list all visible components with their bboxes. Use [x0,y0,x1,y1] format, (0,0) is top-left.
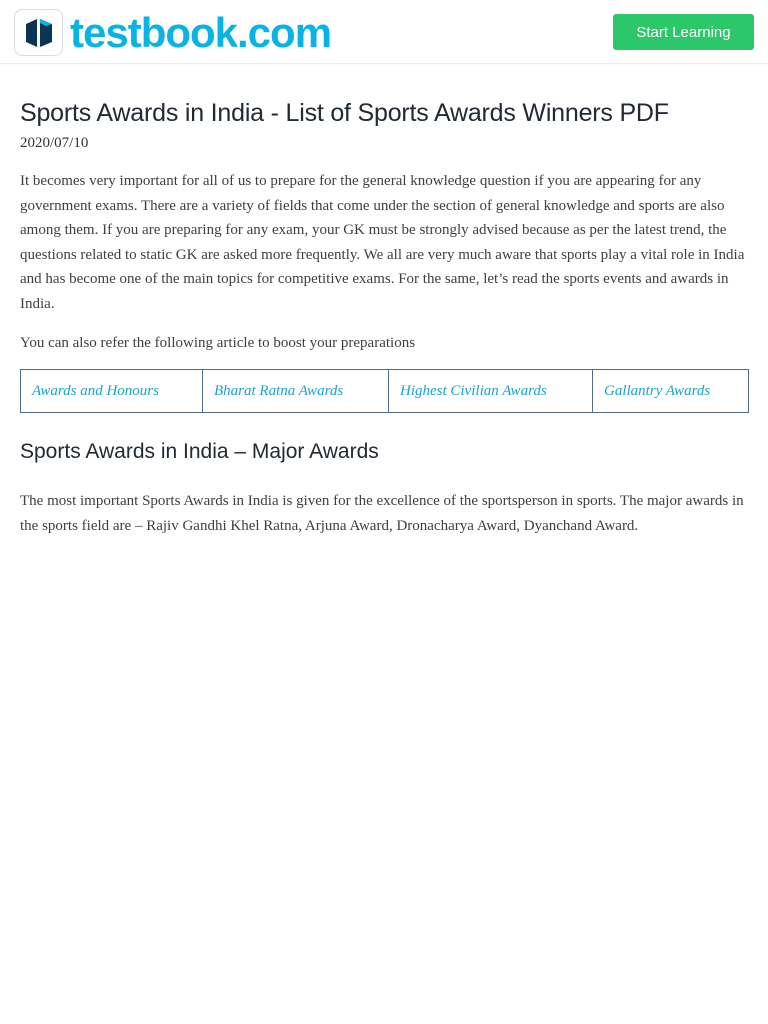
section-paragraph: The most important Sports Awards in India is given for the excellence of the sportsperson in sports. The major awards in the sports field are – Rajiv Gandhi Khel Ratna, Arjuna Award, Dronacharya Award, Dyanchand Award. [20,493,744,534]
related-cell [593,370,748,412]
article [20,96,750,538]
intro-paragraph: It becomes very important for all of us to prepare for the general knowledge question if you are appearing for any government exams. There are a variety of fields that come under the section of general knowledge and sports are also among them. If you are preparing for any exam, your GK must be strongly advised because as per the latest trend, the questions related to static GK are asked more frequently. We all are very much aware that sports play a vital role in India and has become one of the main topics for competitive exams. For the same, let’s read the sports events and awards in India. [20,173,745,312]
related-articles-table [20,369,749,413]
related-cell [203,370,389,412]
link-bharat-ratna-awards[interactable]: Bharat Ratna Awards [214,382,344,399]
site-header [0,0,768,64]
related-cell [21,370,203,412]
logo-link[interactable] [14,9,331,56]
link-highest-civilian-awards[interactable]: Highest Civilian Awards [400,382,547,399]
logo-wordmark: testbook.com [70,9,332,56]
publish-date: 2020/07/10 [20,135,89,151]
testbook-logo-icon [14,9,63,56]
link-gallantry-awards[interactable]: Gallantry Awards [604,382,711,399]
start-learning-button[interactable]: Start Learning [613,14,754,50]
related-cell [389,370,593,412]
page-title: Sports Awards in India - List of Sports Awards Winners PDF [20,99,669,127]
refer-paragraph: You can also refer the following article to boost your preparations [20,334,416,351]
section-heading: Sports Awards in India – Major Awards [20,440,379,464]
link-awards-and-honours[interactable]: Awards and Honours [32,382,159,399]
